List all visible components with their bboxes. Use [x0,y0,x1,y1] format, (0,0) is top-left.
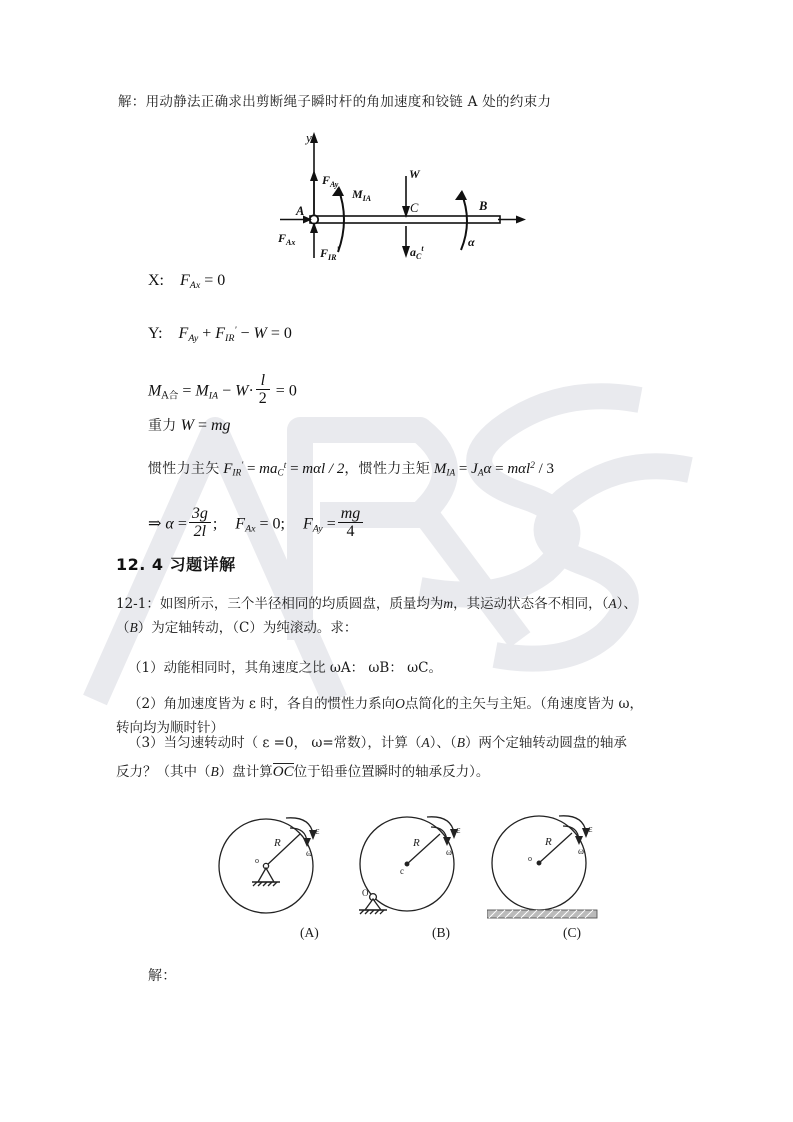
eq-x-lhs: F [180,272,190,289]
eq-weight-var: W [180,417,194,434]
problem-line2-rest: ）为定轴转动，（C）为纯滚动。求： [137,620,358,636]
problem-item2-c: 转向均为顺时针） [116,720,224,736]
equation-result [148,505,365,541]
eq-m-term2: W [235,382,249,400]
solution-final-label: 解： [148,968,177,984]
disk-b-center-label: c [400,866,404,876]
eq-result-fraction-alpha [189,505,211,541]
problem-statement [116,592,686,640]
problem-number: 12-1： [116,596,160,612]
problem-item-3-cont [116,760,682,784]
disk-c-center-label: o [528,854,532,863]
problem-line1-tail: ，其运动状态各不相同，（ [453,596,609,612]
problem-item2-b: 点简化的主矢与主矩。（角速度皆为 ω， [404,696,643,712]
label-point-b: B [479,199,488,213]
eq-y-term2: F [215,325,226,343]
eq-y-minus: − [240,325,250,343]
eq-y-term2-prime: ' [234,325,237,336]
eq-result-fraction-fay [338,505,364,541]
equation-weight [148,415,231,435]
problem-line1-end: ）、 [616,596,637,612]
disk-a-radius-label: R [274,837,281,849]
disk-c-omega-label: ω [578,846,584,856]
eq-inertia-m-val2-tail: / 3 [538,461,555,477]
eq-inertia-m-sub: IA [446,468,456,479]
problem-item3-b-var: B [456,735,465,750]
label-accel-c: $a_C^t$ [410,244,424,261]
rod-free-body-diagram [276,126,526,261]
eq-result-frac1-den: 2l [189,522,211,540]
eq-result-frac2-num: mg [340,505,361,522]
eq-m-fraction [256,372,270,408]
eq-inertia-f: F [223,461,233,477]
eq-x-prefix: X: [148,272,164,289]
eq-y-term1: F [178,325,189,343]
eq-y-term1-sub: Ay [188,332,199,344]
disk-a-omega-label: ω [306,848,312,858]
problem-item3-oc: OC [272,764,294,780]
eq-x-rhs: = 0 [204,272,226,289]
eq-m-frac-den: 2 [256,389,270,407]
label-point-c: C [410,201,419,215]
eq-result-fay-eq: = [326,515,336,533]
disk-c-ground [487,910,597,918]
disk-c-epsilon-label: ε [588,823,593,835]
eq-inertia-m-eq2: = [495,461,504,477]
label-inertia-moment: $M_{IA}$ [352,187,372,203]
eq-inertia-comma: ， [344,461,359,477]
solution-intro-line [118,90,551,110]
disk-c-radius-label: R [545,836,552,848]
eq-inertia-f-val2: mαl / 2 [302,461,345,477]
eq-inertia-m-val2-sup: 2 [530,461,535,472]
disk-b-omega-label: ω [446,847,452,857]
eq-result-fax: F [235,515,246,533]
problem-item3-a: （3）当匀速转动时（ ε =0， ω=常数），计算（ [128,735,422,751]
eq-m-term1-sub: IA [208,390,219,402]
eq-weight-eq: = [197,417,207,434]
eq-result-eq1: = [177,515,187,533]
eq-m-minus: − [222,382,232,400]
label-inertia-force: $F_{IR}'$ [320,245,339,261]
eq-inertia-m-val1-sub: A [477,468,484,479]
problem-item3-c2: ）盘计算 [218,764,273,780]
equation-y [148,325,292,344]
eq-inertia-f-eq1: = [246,461,256,477]
eq-m-rhs: = 0 [275,382,297,400]
problem-line1: 如图所示，三个半径相同的均质圆盘，质量均为 [159,596,444,612]
eq-inertia-f-sub: IR [232,468,242,479]
disk-c-caption: (C) [563,925,581,940]
eq-inertia-m-val2: mαl [507,461,531,477]
problem-item-3 [128,731,694,755]
problem-item3-d: 位于铅垂位置瞬时的轴承反力）。 [293,764,490,780]
eq-result-fay: F [303,515,313,533]
disk-b-radius-label: R [413,837,420,849]
eq-result-fay-sub: Ay [312,523,323,535]
problem-item-1: （1）动能相同时，其角速度之比 ωA： ωB： ωC。 [128,660,442,676]
disk-b-epsilon-label: ε [456,824,461,836]
problem-line1-var: m [443,596,454,611]
eq-inertia-f-val1: ma [259,461,278,477]
label-alpha: α [468,235,475,249]
problem-item3-a-var: A [421,735,430,750]
problem-item3-a2: ）、（ [429,735,457,751]
eq-inertia-m-val1-tail: α [483,461,492,477]
eq-inertia-m-eq1: = [458,461,468,477]
eq-inertia-label1: 惯性力主矢 [148,461,220,477]
problem-item3-b2: ）两个定轴转动圆盘的轴承 [464,735,627,751]
disk-a-epsilon-label: ε [315,825,320,837]
eq-m-lhs: M [148,382,162,400]
problem-item3-c-var: B [210,764,219,779]
problem-item2-var: O [395,696,405,711]
eq-inertia-f-val1-sup: t [283,461,287,472]
axis-label-y: y [306,130,312,145]
eq-inertia-label2: 惯性力主矩 [358,461,431,477]
eq-y-term2-sub: IR [225,332,235,344]
eq-x-lhs-sub: Ax [189,279,201,291]
eq-y-rhs: = 0 [270,325,292,343]
label-force-ay: $F_{Ay}$ [322,173,339,189]
eq-inertia-f-prime: ' [241,461,244,472]
problem-item3-c: 反力？（其中（ [116,764,211,780]
eq-m-frac-num: l [260,372,266,389]
equation-x [148,272,225,291]
disk-b-pivot-label: O [362,888,369,898]
problem-line1-a: A [608,596,617,611]
eq-m-lhs-sub: A合 [161,390,179,402]
eq-inertia-m: M [433,461,447,477]
eq-y-prefix: Y: [148,325,163,343]
label-weight: W [409,167,420,181]
eq-result-frac2-den: 4 [338,522,364,540]
disk-figure-c [487,806,632,921]
eq-y-term3: W [253,325,267,343]
solution-intro-text: 用动静法正确求出剪断绳子瞬时杆的角加速度和铰链 A 处的约束力 [145,94,552,110]
eq-result-arrow: ⇒ [148,515,162,533]
disk-a-center-label: o [255,856,259,865]
label-force-ax: $F_{Ax}$ [278,231,296,247]
label-point-a: A [296,204,305,218]
disk-figure-b [345,806,485,921]
eq-result-fax-sub: Ax [245,523,256,535]
disk-a-caption: (A) [300,925,319,940]
eq-result-fax-eq: = 0; [259,515,285,533]
eq-result-frac1-num: 3g [191,505,208,522]
eq-inertia-f-val1-sub: C [277,468,284,479]
eq-inertia-f-eq2: = [290,461,299,477]
eq-m-term1: M [195,382,209,400]
equation-moment [148,372,297,408]
eq-m-dot: · [248,382,254,400]
problem-line2-open: （ [116,620,130,636]
eq-weight-label: 重力 [148,418,177,434]
problem-line2-b: B [129,620,138,635]
eq-inertia-m-val1: J [471,461,478,477]
disk-b-caption: (B) [432,925,450,940]
eq-m-eq1: = [182,382,192,400]
eq-y-plus: + [202,325,212,343]
problem-item2-a: （2）角加速度皆为 ε 时，各自的惯性力系向 [128,696,396,712]
section-heading: 12. 4 习题详解 [116,555,236,574]
eq-weight-value: mg [210,417,231,434]
eq-result-alpha: α [165,515,174,533]
solution-label: 解： [118,94,146,110]
equation-inertia [148,458,554,479]
disk-figure-a [214,806,346,918]
eq-result-semi1: ; [212,515,218,533]
